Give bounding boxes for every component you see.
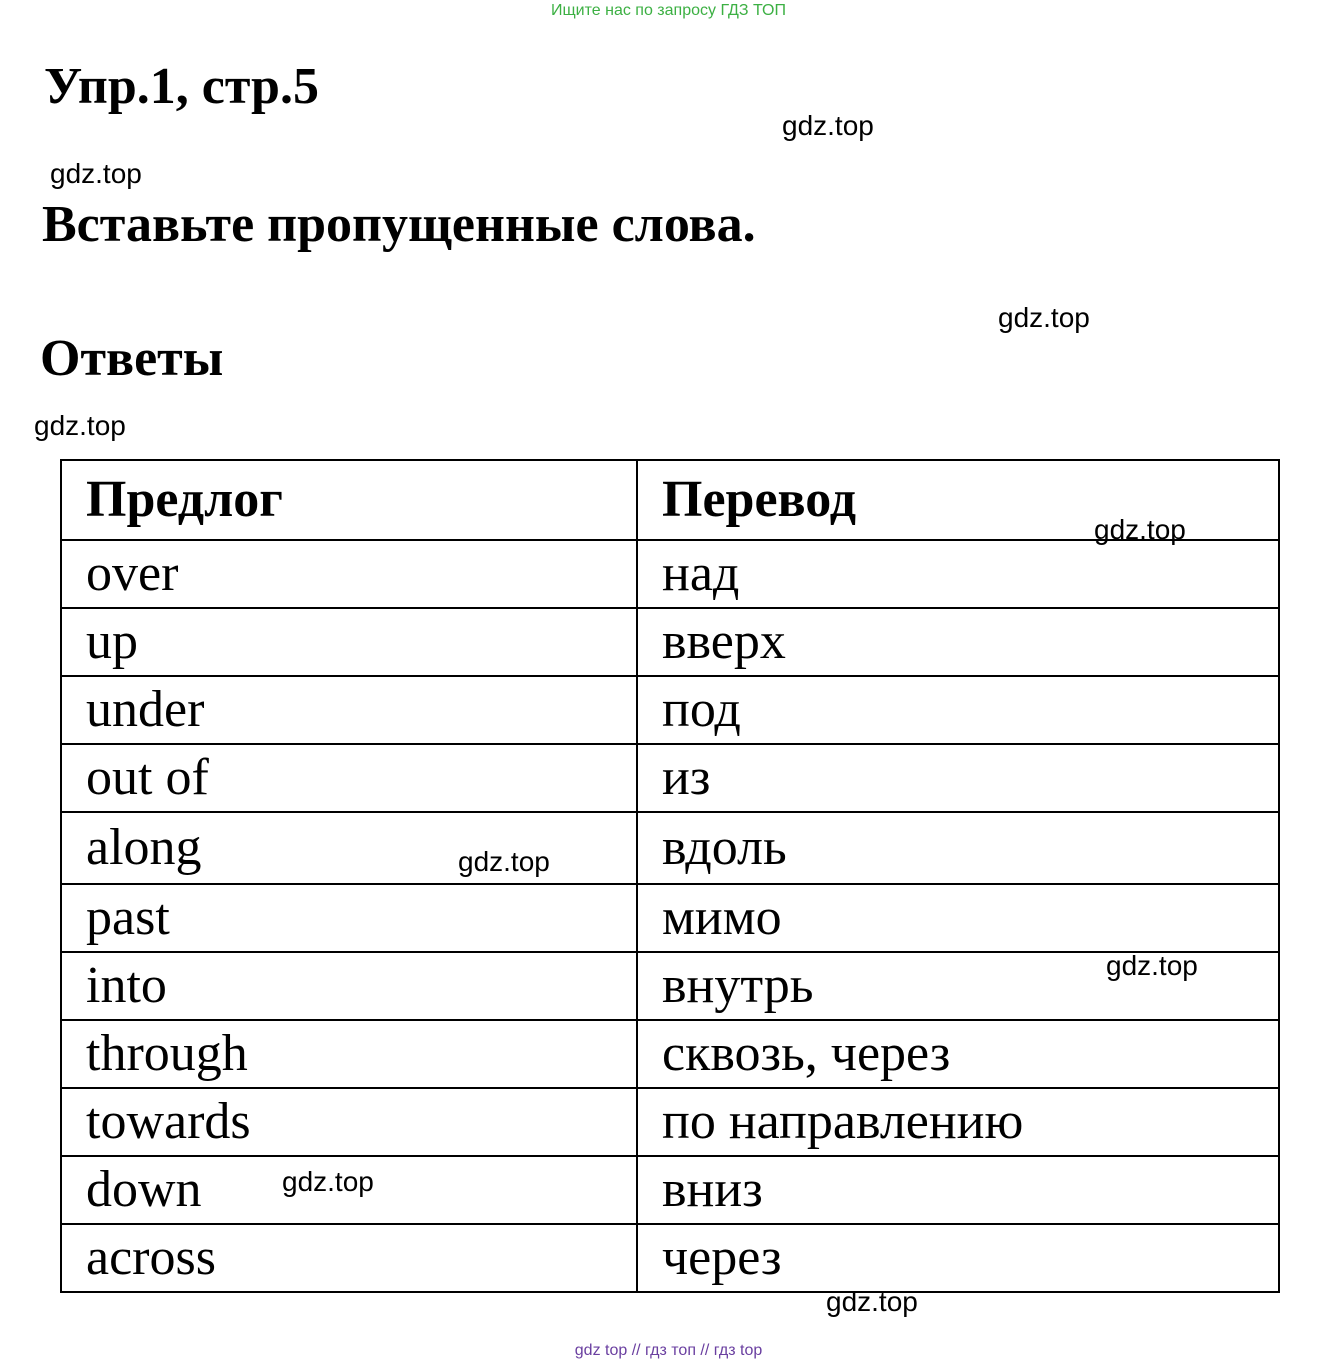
- preposition-cell: along: [61, 812, 637, 884]
- instruction-heading: Вставьте пропущенные слова.: [42, 196, 756, 253]
- column-header-preposition: Предлог: [61, 460, 637, 540]
- top-banner: Ищите нас по запросу ГДЗ ТОП: [551, 2, 786, 19]
- translation-cell: сквозь, через: [637, 1020, 1279, 1088]
- translation-cell: вверх: [637, 608, 1279, 676]
- translation-cell: внутрь: [637, 952, 1279, 1020]
- preposition-cell: across: [61, 1224, 637, 1292]
- watermark: gdz.top: [998, 302, 1090, 333]
- preposition-cell: through: [61, 1020, 637, 1088]
- preposition-cell: past: [61, 884, 637, 952]
- translation-cell: из: [637, 744, 1279, 812]
- table-row: [61, 1156, 1279, 1224]
- table-row: [61, 744, 1279, 812]
- table-header-row: [61, 460, 1279, 540]
- preposition-cell: up: [61, 608, 637, 676]
- watermark: gdz.top: [782, 110, 874, 141]
- column-header-translation: Перевод: [637, 460, 1279, 540]
- watermark: gdz.top: [826, 1286, 918, 1317]
- table-row: [61, 676, 1279, 744]
- table-row: [61, 884, 1279, 952]
- translation-cell: через: [637, 1224, 1279, 1292]
- preposition-cell: under: [61, 676, 637, 744]
- preposition-cell: over: [61, 540, 637, 608]
- table-row: [61, 1224, 1279, 1292]
- page-title: Упр.1, стр.5: [44, 58, 319, 115]
- watermark: gdz.top: [458, 846, 550, 877]
- translation-cell: вниз: [637, 1156, 1279, 1224]
- translation-cell: по направлению: [637, 1088, 1279, 1156]
- table-row: [61, 812, 1279, 884]
- watermark: gdz.top: [50, 158, 142, 189]
- translation-cell: мимо: [637, 884, 1279, 952]
- watermark: gdz.top: [34, 410, 126, 441]
- table-row: [61, 952, 1279, 1020]
- answers-heading: Ответы: [40, 330, 224, 387]
- table-row: [61, 540, 1279, 608]
- preposition-cell: out of: [61, 744, 637, 812]
- translation-cell: над: [637, 540, 1279, 608]
- translation-cell: под: [637, 676, 1279, 744]
- preposition-cell: towards: [61, 1088, 637, 1156]
- watermark: gdz.top: [1094, 514, 1186, 545]
- table-row: [61, 608, 1279, 676]
- preposition-cell: into: [61, 952, 637, 1020]
- footer-links: gdz top // гдз топ // гдз top: [574, 1342, 763, 1359]
- preposition-cell: down: [61, 1156, 637, 1224]
- watermark: gdz.top: [282, 1166, 374, 1197]
- answers-table: [60, 459, 1280, 1293]
- table-row: [61, 1088, 1279, 1156]
- translation-cell: вдоль: [637, 812, 1279, 884]
- watermark: gdz.top: [1106, 950, 1198, 981]
- table-row: [61, 1020, 1279, 1088]
